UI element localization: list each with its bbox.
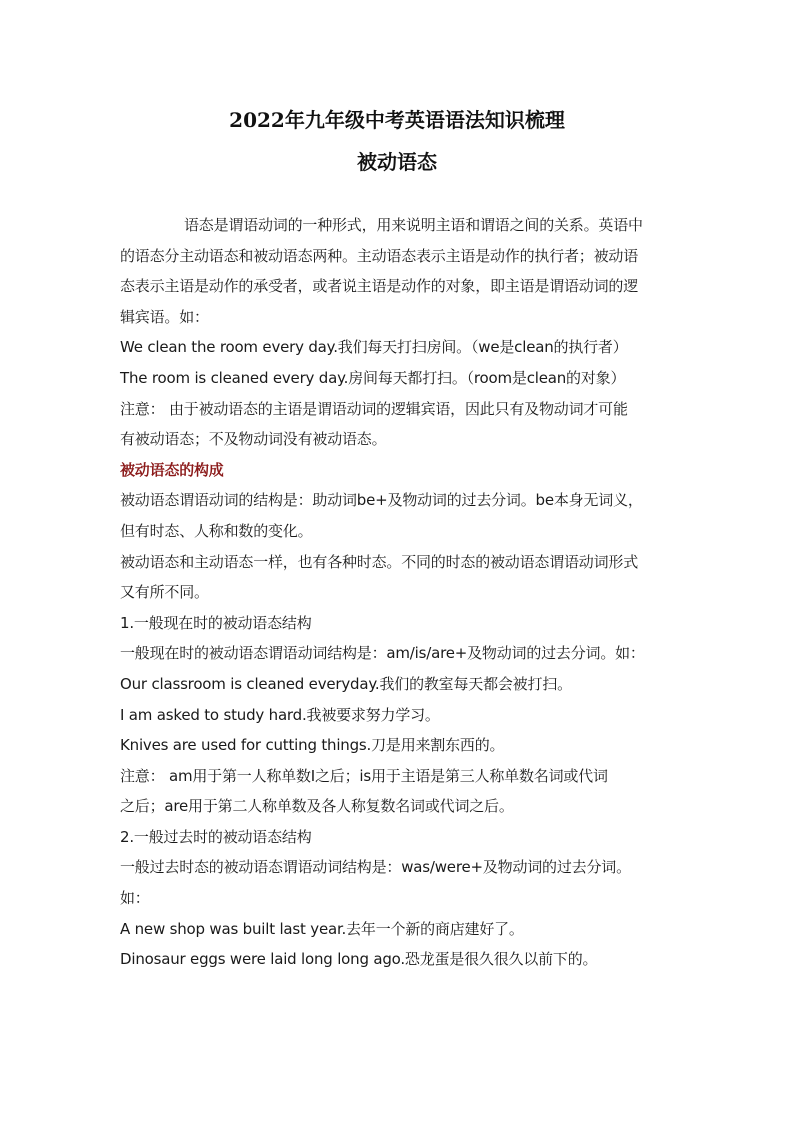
note-line: 之后；are用于第二人称单数及各人称复数名词或代词之后。 (120, 797, 514, 816)
example-sentence: The room is cleaned every day.房间每天都打扫。（room是clean的对象） (120, 368, 626, 387)
intro-paragraph-line: 语态是谓语动词的一种形式，用来说明主语和谓语之间的关系。英语中 (184, 216, 643, 234)
paragraph-line: 被动语态谓语动词的结构是：助动词be+及物动词的过去分词。be本身无词义， (120, 491, 643, 510)
paragraph-line: 被动语态和主动语态一样，也有各种时态。不同的时态的被动语态谓语动词形式 (120, 552, 639, 571)
paragraph-line: 又有所不同。 (120, 583, 209, 602)
note-line: 有被动语态；不及物动词没有被动语态。 (120, 430, 387, 449)
subsection-heading: 2.一般过去时的被动语态结构 (120, 827, 312, 846)
document-body (120, 210, 680, 975)
intro-paragraph-line: 的语态分主动语态和被动语态两种。主动语态表示主语是动作的执行者；被动语 (120, 246, 639, 265)
example-sentence: I am asked to study hard.我被要求努力学习。 (120, 705, 440, 724)
paragraph-line: 如： (120, 889, 150, 908)
document-subtitle: 被动语态 (357, 150, 437, 174)
example-sentence: Dinosaur eggs were laid long long ago.恐龙蛋是很久很久以前下的。 (120, 950, 598, 969)
document-title: 2022年九年级中考英语语法知识梳理 (229, 108, 565, 132)
example-sentence: Our classroom is cleaned everyday.我们的教室每天都会被打扫。 (120, 674, 572, 693)
example-sentence: A new shop was built last year.去年一个新的商店建好了。 (120, 919, 524, 938)
example-sentence: We clean the room every day.我们每天打扫房间。（we是clean的执行者） (120, 338, 628, 357)
note-line: 注意： am用于第一人称单数I之后；is用于主语是第三人称单数名词或代词 (120, 766, 608, 785)
example-sentence: Knives are used for cutting things.刀是用来割东西的。 (120, 736, 505, 755)
intro-paragraph-line: 态表示主语是动作的承受者，或者说主语是动作的对象，即主语是谓语动词的逻 (120, 277, 639, 296)
paragraph-line: 一般现在时的被动语态谓语动词结构是：am/is/are+及物动词的过去分词。如： (120, 644, 645, 663)
note-line: 注意： 由于被动语态的主语是谓语动词的逻辑宾语，因此只有及物动词才可能 (120, 399, 628, 418)
intro-paragraph-line: 辑宾语。如： (120, 307, 209, 326)
paragraph-line: 一般过去时态的被动语态谓语动词结构是：was/were+及物动词的过去分词。 (120, 858, 631, 877)
subsection-heading: 1.一般现在时的被动语态结构 (120, 613, 312, 632)
paragraph-line: 但有时态、人称和数的变化。 (120, 521, 313, 540)
section-heading: 被动语态的构成 (120, 460, 224, 479)
